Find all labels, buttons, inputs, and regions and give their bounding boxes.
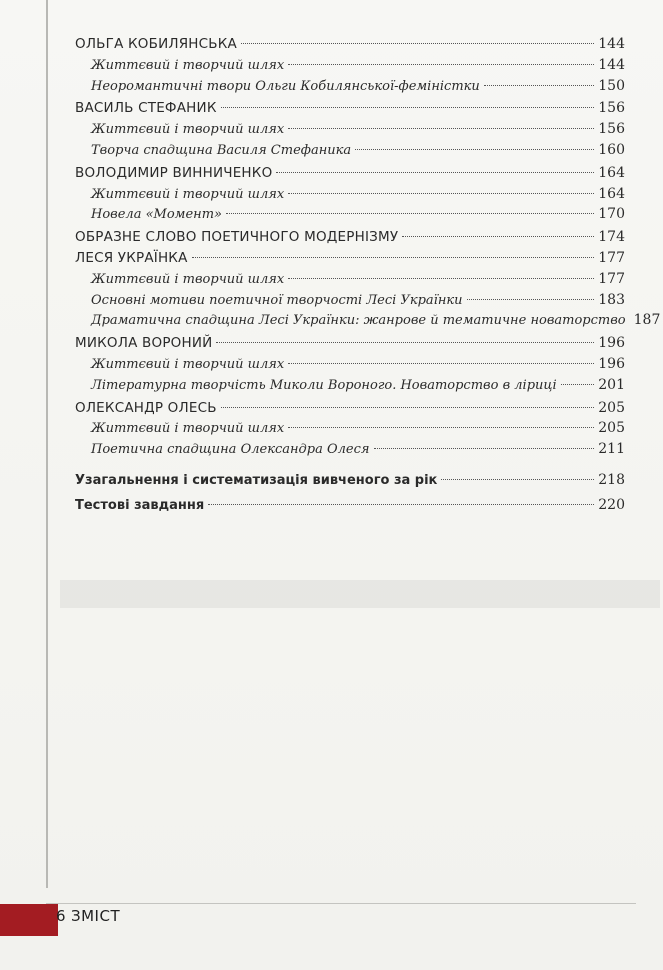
toc-entry-chapter[interactable] <box>75 290 625 311</box>
toc-page-number: 150 <box>598 77 625 94</box>
dot-leader <box>467 299 595 300</box>
toc-page-number: 156 <box>598 100 625 117</box>
toc-entry-title: Життєвий і творчий шлях <box>91 421 285 437</box>
bleed-through-band <box>60 580 660 608</box>
toc-entry-title: Життєвий і творчий шлях <box>91 186 285 202</box>
toc-page-number: 201 <box>598 376 625 393</box>
dot-leader <box>288 128 594 129</box>
toc-entry-title: Життєвий і творчий шлях <box>91 271 285 287</box>
toc-entry-tests[interactable] <box>75 495 625 516</box>
toc-entry-author[interactable] <box>75 98 625 119</box>
toc-page-number: 196 <box>598 355 625 372</box>
spacer <box>75 460 625 470</box>
dot-leader <box>288 278 594 279</box>
toc-entry-author[interactable] <box>75 34 625 55</box>
toc-entry-title: Новела «Момент» <box>91 207 222 223</box>
toc-entry-title: Життєвий і творчий шлях <box>91 356 285 372</box>
dot-leader <box>216 342 594 343</box>
dot-leader <box>288 64 594 65</box>
dot-leader <box>208 504 594 505</box>
dot-leader <box>374 448 595 449</box>
toc-entry-chapter[interactable] <box>75 119 625 140</box>
toc-entry-title: ЛЕСЯ УКРАЇНКА <box>75 249 188 266</box>
dot-leader <box>221 107 595 108</box>
dot-leader <box>288 427 594 428</box>
toc-page-number: 211 <box>598 441 625 458</box>
dot-leader <box>288 363 594 364</box>
toc-entry-title: МИКОЛА ВОРОНИЙ <box>75 335 213 352</box>
toc-entry-author[interactable] <box>75 163 625 184</box>
toc-entry-chapter[interactable] <box>75 354 625 375</box>
toc-page-number: 205 <box>598 420 625 437</box>
dot-leader <box>192 257 595 258</box>
toc-page-number: 144 <box>598 36 625 52</box>
toc-entry-title: ОЛЬГА КОБИЛЯНСЬКА <box>75 36 237 52</box>
toc-entry-chapter[interactable] <box>75 310 661 331</box>
dot-leader <box>402 236 594 237</box>
footer-accent-block <box>0 904 58 936</box>
toc-entry-chapter[interactable] <box>75 439 625 460</box>
toc-page-number: 170 <box>598 206 625 223</box>
toc-entry-author[interactable] <box>75 248 625 269</box>
toc-page-number: 205 <box>598 399 625 416</box>
toc-page-number: 183 <box>598 291 625 308</box>
toc-entry-title: Життєвий і творчий шлях <box>91 57 285 73</box>
toc-page-number: 160 <box>598 141 625 158</box>
footer-rule <box>46 903 636 904</box>
toc-entry-author[interactable] <box>75 398 625 419</box>
toc-page-number: 220 <box>598 496 625 513</box>
dot-leader <box>226 213 594 214</box>
footer-page-number: 6 <box>56 907 66 925</box>
toc-entry-chapter[interactable] <box>75 204 625 225</box>
toc-entry-title: ВОЛОДИМИР ВИННИЧЕНКО <box>75 164 273 181</box>
toc-entry-chapter[interactable] <box>75 375 625 396</box>
toc-entry-chapter[interactable] <box>75 76 625 97</box>
toc-entry-chapter[interactable] <box>75 140 625 161</box>
toc-entry-title: Узагальнення і систематизація вивченого за рік <box>75 472 438 488</box>
toc-entry-chapter[interactable] <box>75 184 625 205</box>
dot-leader <box>441 479 594 480</box>
toc-page-number: 174 <box>598 229 625 246</box>
table-of-contents <box>75 34 661 516</box>
dot-leader <box>355 149 594 150</box>
left-margin-rule <box>46 0 48 888</box>
toc-page-number: 177 <box>598 249 625 266</box>
dot-leader <box>561 384 595 385</box>
toc-entry-chapter[interactable] <box>75 55 625 76</box>
toc-page-number: 164 <box>598 164 625 181</box>
toc-entry-title: Поетична спадщина Олександра Олеся <box>91 442 370 458</box>
toc-entry-title: Основні мотиви поетичної творчості Лесі Українки <box>91 292 463 308</box>
toc-entry-title: Літературна творчість Миколи Вороного. Новаторство в ліриці <box>91 377 557 393</box>
toc-entry-title: Тестові завдання <box>75 497 205 513</box>
toc-entry-title: ВАСИЛЬ СТЕФАНИК <box>75 100 217 117</box>
toc-entry-section[interactable] <box>75 227 625 248</box>
toc-page-number: 187 <box>633 312 661 329</box>
dot-leader <box>241 43 594 44</box>
toc-page-number: 196 <box>598 335 625 352</box>
toc-page-number: 156 <box>598 121 625 138</box>
toc-entry-summary[interactable] <box>75 470 625 491</box>
footer-section-title: ЗМІСТ <box>71 907 121 925</box>
toc-entry-title: ОБРАЗНЕ СЛОВО ПОЕТИЧНОГО МОДЕРНІЗМУ <box>75 229 399 246</box>
toc-page-number: 177 <box>598 270 625 287</box>
dot-leader <box>484 85 594 86</box>
toc-entry-title: Драматична спадщина Лесі Українки: жанрове й тематичне новаторство <box>91 313 626 329</box>
toc-page-number: 144 <box>598 56 625 73</box>
toc-entry-title: Творча спадщина Василя Стефаника <box>91 142 352 158</box>
toc-entry-title: Неоромантичні твори Ольги Кобилянської-феміністки <box>91 78 480 94</box>
toc-entry-title: ОЛЕКСАНДР ОЛЕСЬ <box>75 399 217 416</box>
toc-entry-chapter[interactable] <box>75 418 625 439</box>
toc-entry-chapter[interactable] <box>75 269 625 290</box>
toc-entry-author[interactable] <box>75 333 625 354</box>
dot-leader <box>288 193 594 194</box>
toc-entry-title: Життєвий і творчий шлях <box>91 122 285 138</box>
toc-page-number: 218 <box>598 471 625 488</box>
dot-leader <box>276 172 594 173</box>
dot-leader <box>221 407 595 408</box>
toc-page-number: 164 <box>598 185 625 202</box>
